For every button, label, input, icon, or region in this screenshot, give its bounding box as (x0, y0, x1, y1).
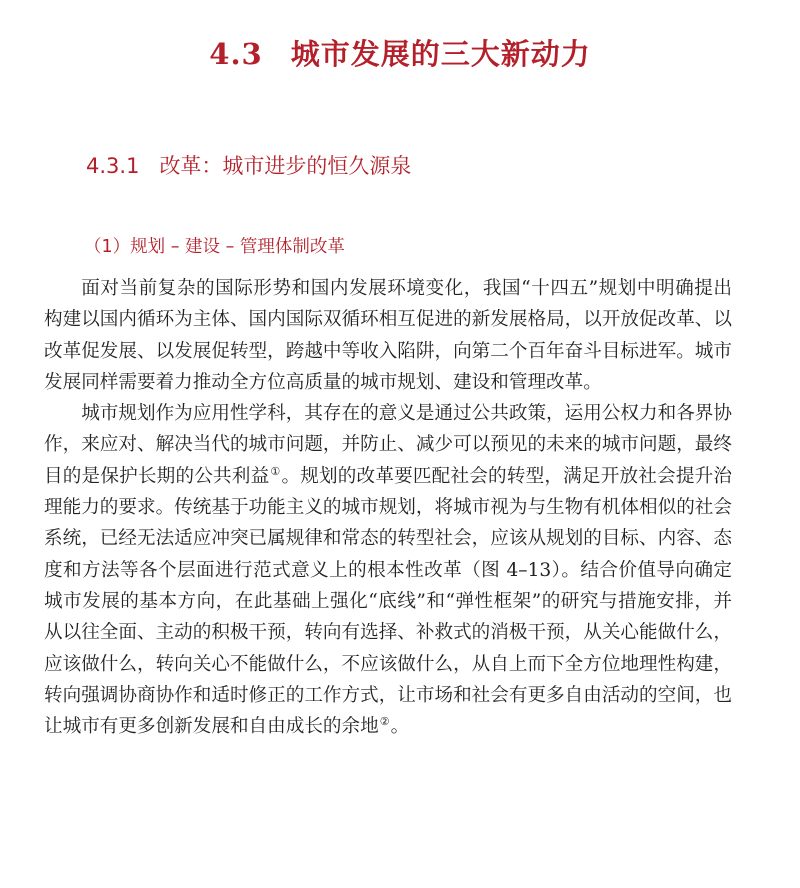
chapter-heading (0, 32, 800, 73)
section-heading (86, 150, 411, 180)
chapter-title: 城市发展的三大新动力 (290, 37, 591, 71)
footnote-marker-1[interactable]: ① (270, 464, 281, 478)
paragraph-1: 面对当前复杂的国际形势和国内发展环境变化，我国“十四五”规划中明确提出构建以国内循环为主体、国内国际双循环相互促进的新发展格局，以开放促改革、以改革促发展、以发展促转型，跨越中等收入陷阱，向第二个百年奋斗目标进军。城市发展同样需要着力推动全方位高质量的城市规划、建设和管理改革。 (44, 278, 732, 393)
paragraph-2-part-c: 。 (390, 716, 410, 738)
section-title: 改革：城市进步的恒久源泉 (159, 154, 412, 178)
subsection-heading: （1）规划 – 建设 – 管理体制改革 (84, 237, 345, 257)
body-text (44, 273, 732, 742)
paragraph-2 (44, 398, 732, 742)
paragraph-2-part-a: 城市规划作为应用性学科，其存在的意义是通过公共政策，运用公权力和各界协作，来应对、解决当代的城市问题，并防止、减少可以预见的未来的城市问题，最终目的是保护长期的公共利益 (44, 403, 732, 487)
chapter-number: 4.3 (209, 37, 263, 71)
section-number: 4.3.1 (86, 154, 140, 178)
footnote-marker-2[interactable]: ② (379, 714, 390, 728)
paragraph-2-part-b: 。规划的改革要匹配社会的转型，满足开放社会提升治理能力的要求。传统基于功能主义的城市规划，将城市视为与生物有机体相似的社会系统，已经无法适应冲突已属规律和常态的转型社会，应该从规划的目标、内容、态度和方法等各个层面进行范式意义上的根本性改革（图 4–13）。结合价值导向确定城市发展的基本方向，在此基础上强化“底线”和“弹性框架”的研究与措施安排，并从以往全面、主动的积极干预，转向有选择、补救式的消极干预，从关心能做什么，应该做什么，转向关心不能做什么，不应该做什么，从自上而下全方位地理性构建，转向强调协商协作和适时修正的工作方式，让市场和社会有更多自由活动的空间，也让城市有更多创新发展和自由成长的余地 (44, 465, 732, 738)
